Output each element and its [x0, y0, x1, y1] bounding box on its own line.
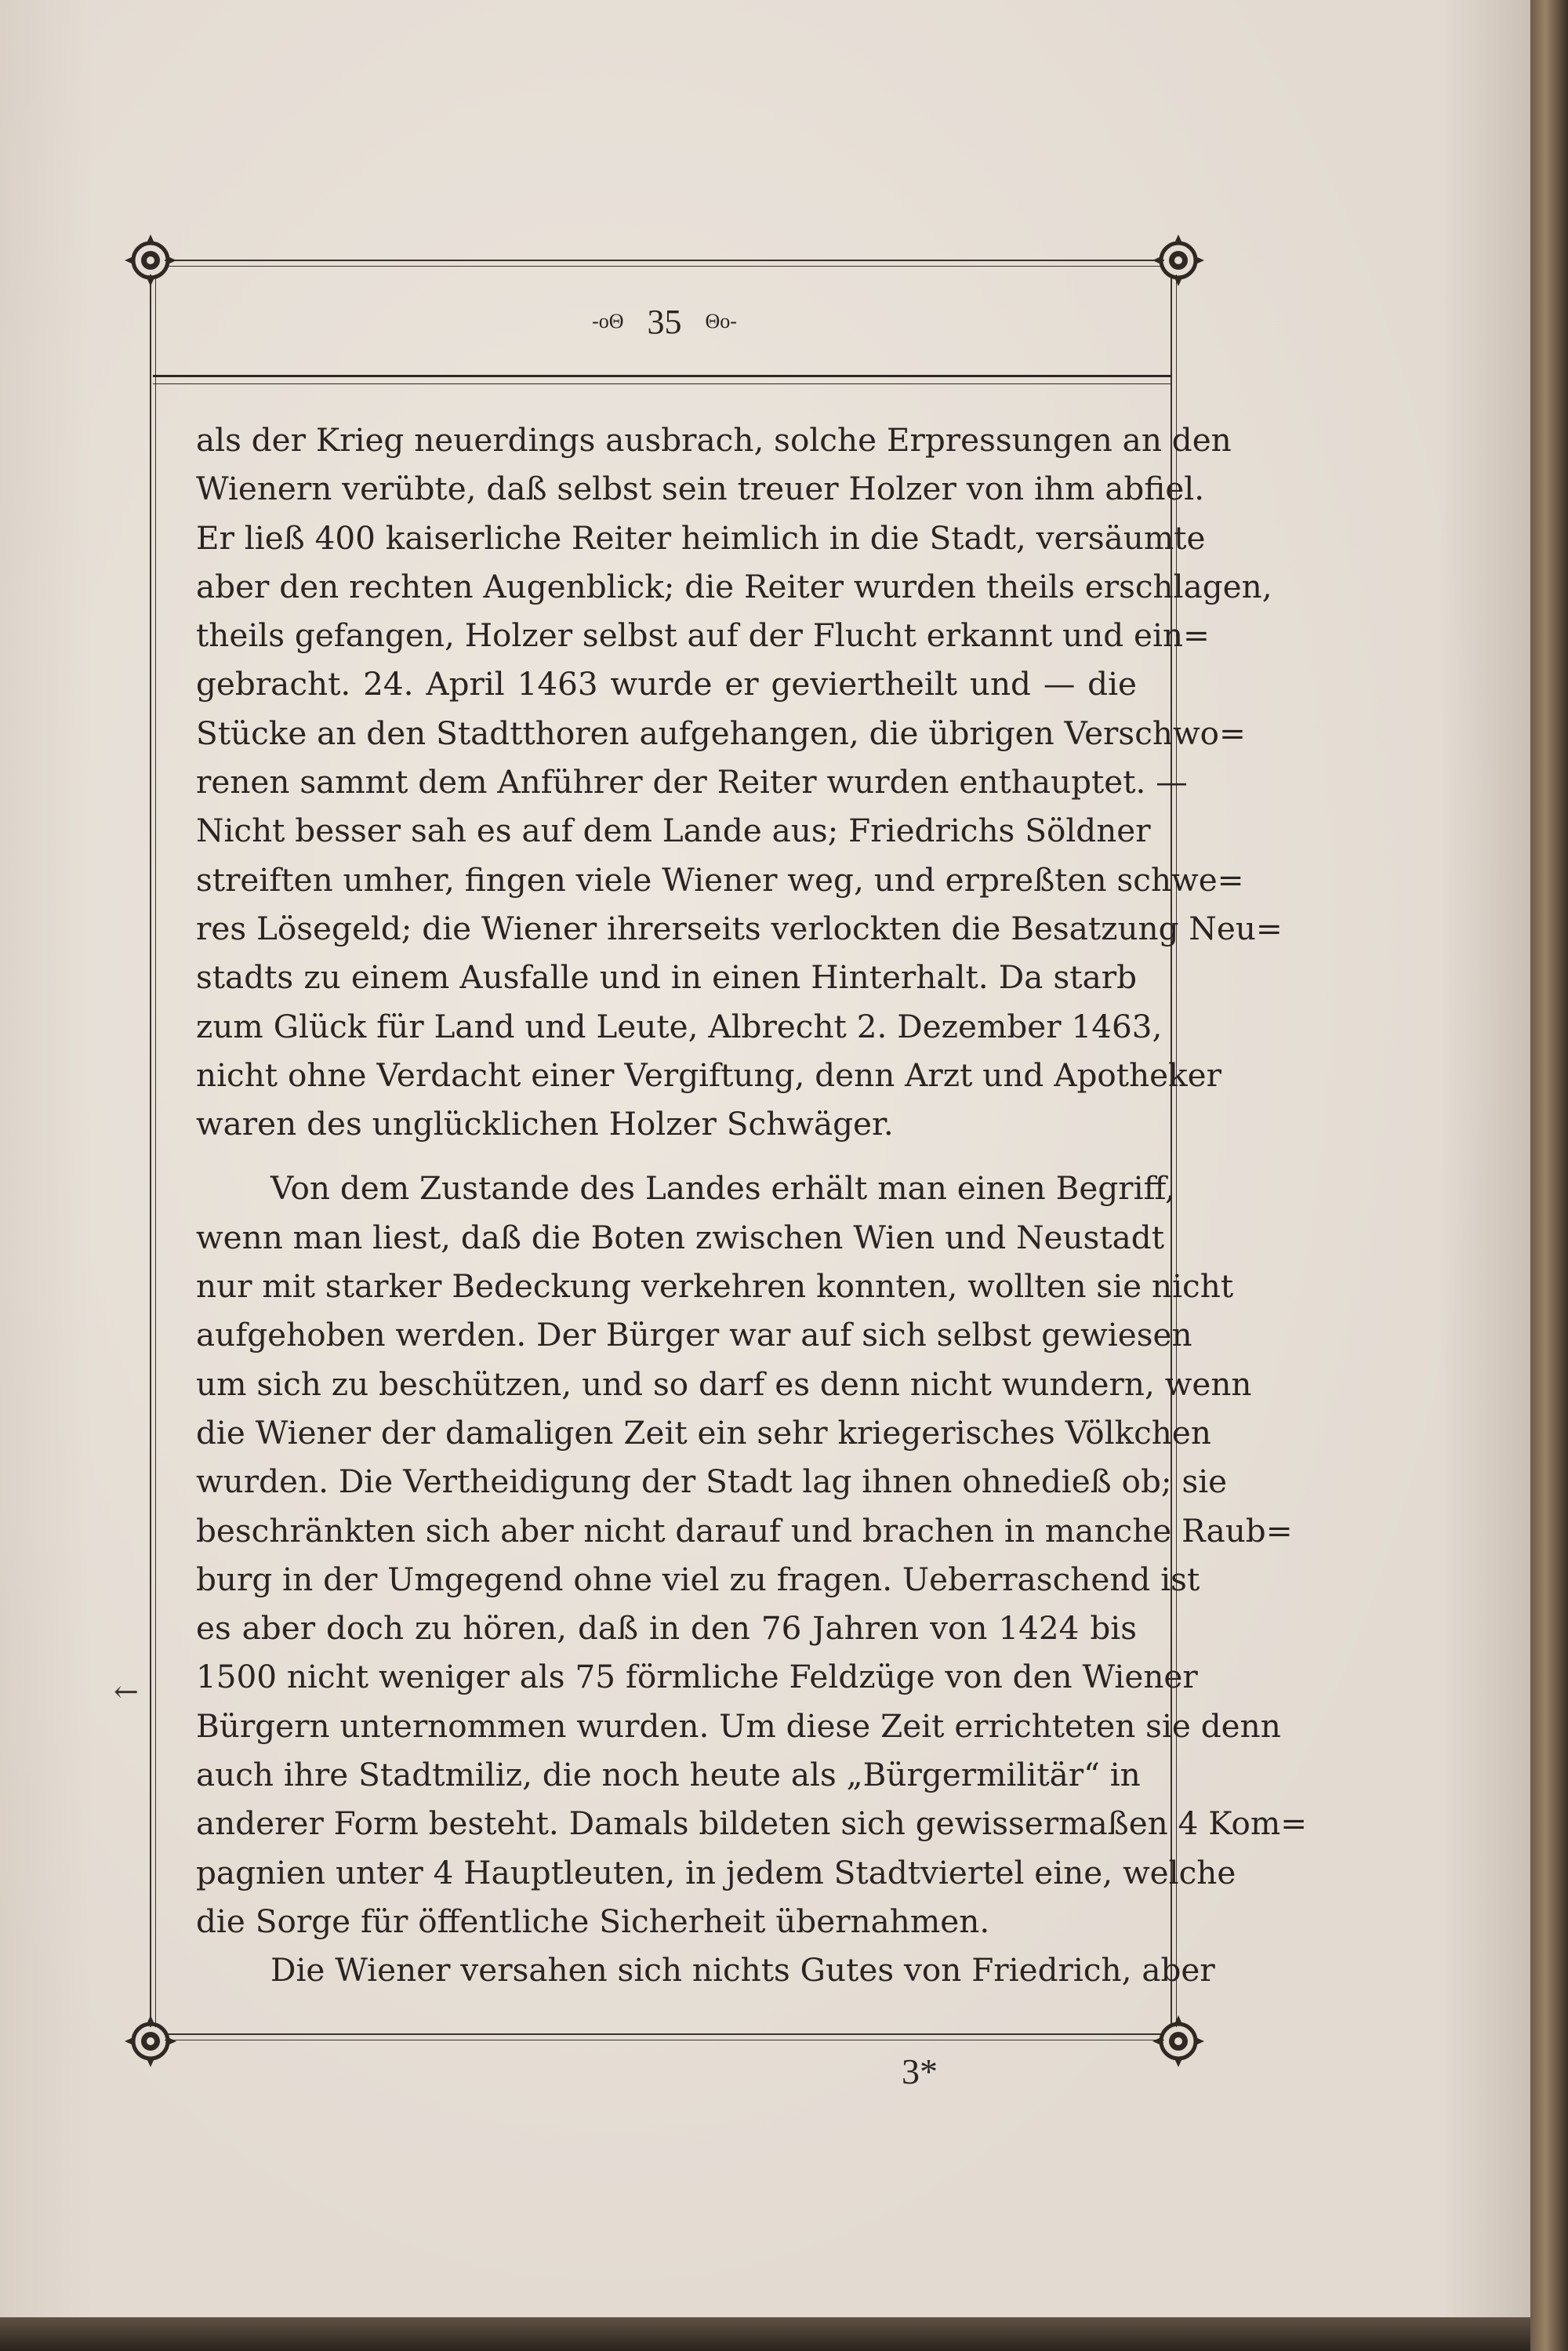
text-line: Bürgern unternommen wurden. Um diese Zeit errichteten sie denn: [196, 1706, 1281, 1745]
book-edge-bottom: [0, 2317, 1530, 2351]
header-ornament-right: Θo-: [705, 310, 737, 332]
text-line: Stücke an den Stadtthoren aufgehangen, die übrigen Verschwo=: [196, 714, 1246, 752]
text-line: nur mit starker Bedeckung verkehren konnten, wollten sie nicht: [196, 1267, 1234, 1306]
page-number: 35: [647, 302, 682, 341]
page-header: [149, 290, 1180, 353]
book-edge-right: [1530, 0, 1568, 2351]
text-line: stadts zu einem Ausfalle und in einen Hinterhalt. Da starb: [196, 958, 1137, 997]
text-line: Wienern verübte, daß selbst sein treuer Holzer von ihm abfiel.: [196, 470, 1205, 508]
text-line: renen sammt dem Anführer der Reiter wurden enthauptet. —: [196, 763, 1188, 801]
text-line: zum Glück für Land und Leute, Albrecht 2. Dezember 1463,: [196, 1007, 1163, 1045]
frame-left-rule: [150, 274, 156, 2027]
printer-signature: 3*: [902, 2051, 938, 2091]
text-line: Die Wiener versahen sich nichts Gutes von Friedrich, aber: [270, 1951, 1215, 1989]
text-line: beschränkten sich aber nicht darauf und brachen in manche Raub=: [196, 1511, 1293, 1550]
text-line: es aber doch zu hören, daß in den 76 Jahren von 1424 bis: [196, 1609, 1137, 1648]
text-line: aber den rechten Augenblick; die Reiter wurden theils erschlagen,: [196, 567, 1272, 605]
text-line: um sich zu beschützen, und so darf es denn nicht wundern, wenn: [196, 1364, 1252, 1403]
text-line: Er ließ 400 kaiserliche Reiter heimlich in die Stadt, versäumte: [196, 518, 1206, 557]
corner-ornament-icon: [123, 233, 178, 288]
text-line: pagnien unter 4 Hauptleuten, in jedem Stadtviertel eine, welche: [196, 1853, 1236, 1891]
corner-ornament-icon: [1151, 233, 1206, 288]
text-line: res Lösegeld; die Wiener ihrerseits verlockten die Besatzung Neu=: [196, 909, 1283, 947]
paragraph-2: [196, 1164, 1308, 1946]
text-line: anderer Form besteht. Damals bildeten sich gewissermaßen 4 Kom=: [196, 1804, 1308, 1843]
frame-bottom-rule: [165, 2033, 1164, 2040]
text-line: nicht ohne Verdacht einer Vergiftung, denn Arzt und Apotheker: [196, 1056, 1221, 1094]
header-ornament-left: -oΘ: [592, 310, 624, 332]
text-line: wenn man liest, daß die Boten zwischen Wien und Neustadt: [196, 1218, 1165, 1256]
text-line: als der Krieg neuerdings ausbrach, solche Erpressungen an den: [196, 421, 1232, 459]
frame-top-rule: [165, 260, 1164, 267]
text-line: gebracht. 24. April 1463 wurde er geviertheilt und — die: [196, 665, 1137, 703]
text-line: theils gefangen, Holzer selbst auf der Flucht erkannt und ein=: [196, 616, 1210, 655]
paragraph-3: [196, 1946, 1215, 1994]
body-text: [196, 416, 1308, 1995]
corner-ornament-icon: [123, 2014, 178, 2069]
text-line: burg in der Umgegend ohne viel zu fragen. Ueberraschend ist: [196, 1560, 1200, 1598]
text-line: Nicht besser sah es auf dem Lande aus; Friedrichs Söldner: [196, 812, 1151, 850]
text-line: auch ihre Stadtmiliz, die noch heute als „Bürgermilitär“ in: [196, 1756, 1141, 1794]
text-line: waren des unglücklichen Holzer Schwäger.: [196, 1105, 894, 1143]
margin-mark: ←: [114, 1674, 139, 1709]
text-line: Von dem Zustande des Landes erhält man einen Begriff,: [270, 1169, 1175, 1208]
text-line: die Sorge für öffentliche Sicherheit übernahmen.: [196, 1902, 990, 1940]
corner-ornament-icon: [1151, 2014, 1206, 2069]
text-line: 1500 nicht weniger als 75 förmliche Feldzüge von den Wiener: [196, 1658, 1198, 1696]
text-line: aufgehoben werden. Der Bürger war auf sich selbst gewiesen: [196, 1316, 1192, 1354]
text-line: die Wiener der damaligen Zeit ein sehr kriegerisches Völkchen: [196, 1413, 1211, 1452]
header-rule: [153, 375, 1172, 384]
text-line: streiften umher, fingen viele Wiener weg, und erpreßten schwe=: [196, 860, 1244, 899]
paragraph-1: [196, 416, 1283, 1148]
text-line: wurden. Die Vertheidigung der Stadt lag ihnen ohnedieß ob; sie: [196, 1463, 1228, 1501]
